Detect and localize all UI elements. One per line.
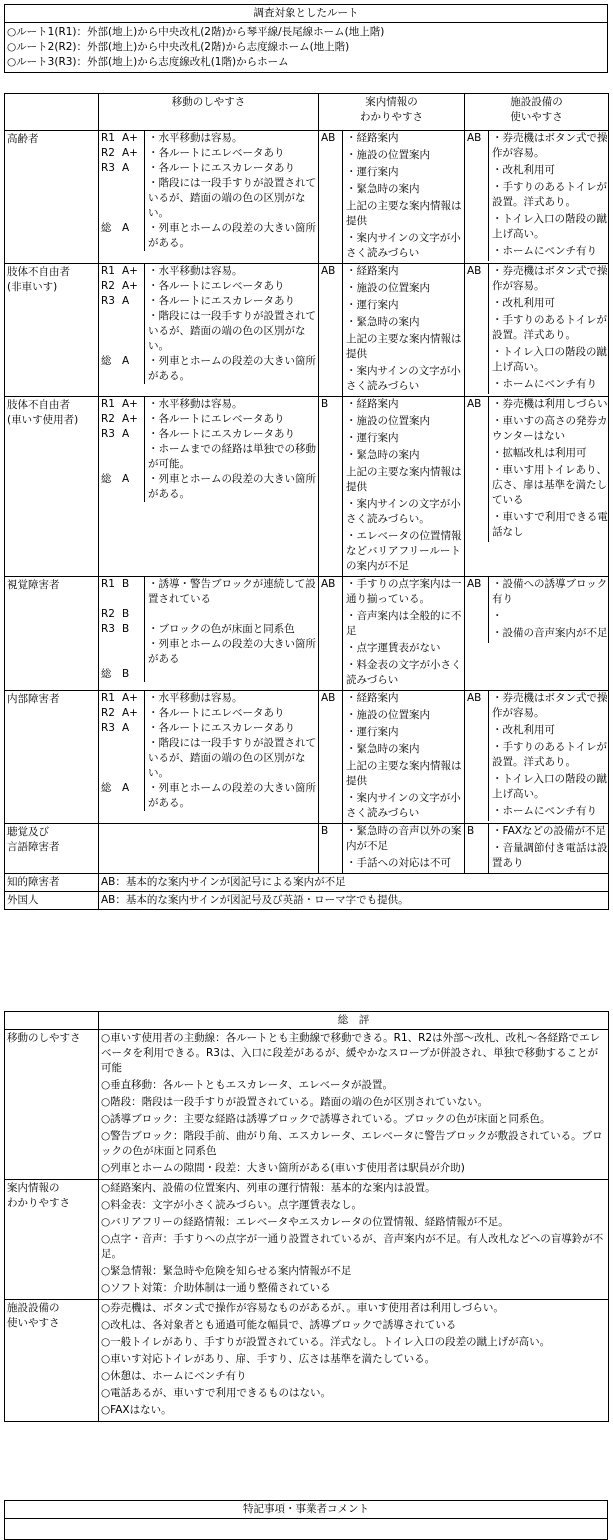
- route-code: [99, 736, 122, 781]
- fac-item: ・車いすの高さの発券カウンターはない: [492, 415, 608, 442]
- mobility-cell: [99, 264, 319, 397]
- mobility-cell: [99, 824, 319, 874]
- facility-cell: [465, 264, 609, 397]
- info-item: ・経路案内: [346, 398, 399, 410]
- route-grade: [122, 309, 144, 354]
- mobility-line: [99, 354, 318, 384]
- eval-row: [5, 577, 609, 691]
- route-grade: A+: [122, 707, 138, 719]
- route-grade: [122, 176, 144, 221]
- info-text: [342, 264, 464, 396]
- fac-wrap: [465, 691, 608, 821]
- info-item: ・緊急時の案内: [346, 743, 420, 755]
- mobility-text: ・各ルートにエレベータあり: [144, 706, 318, 721]
- info-item: ・緊急時の案内: [346, 449, 420, 461]
- mobility-text: ・列車とホームの段差の大きい箇所がある。: [144, 354, 318, 384]
- info-item: ・音声案内は全般的に不足: [346, 610, 462, 637]
- mobility-cell: [99, 397, 319, 577]
- fac-text: [488, 577, 608, 643]
- summary-title: 総 評: [99, 1012, 609, 1030]
- info-item: ・案内サインの文字が小さく読みづらい: [346, 232, 461, 259]
- route-code: R2: [101, 608, 115, 620]
- mobility-line: [99, 176, 318, 221]
- info-item: 上記の主要な案内情報は提供: [346, 200, 462, 227]
- mobility-line: [99, 309, 318, 354]
- fac-text: [488, 691, 608, 821]
- mobility-text: ・ホームまでの経路は単独での移動が可能。: [144, 442, 318, 472]
- mobility-line: [99, 721, 318, 736]
- info-item: ・点字運賃表がない: [346, 642, 441, 654]
- info-text: [342, 131, 464, 263]
- info-item: ・経路案内: [346, 265, 399, 277]
- route-code: 総: [101, 355, 112, 367]
- group-label: 肢体不自由者 (車いす使用者): [5, 397, 99, 577]
- group-label: 外国人: [5, 892, 99, 910]
- route-code: R3: [101, 295, 115, 307]
- route-code: R2: [101, 707, 115, 719]
- info-item: ・運行案内: [346, 166, 399, 178]
- route-code: [99, 309, 122, 354]
- info-item: ・料金表の文字が小さく読みづらい: [346, 659, 462, 686]
- summary-table: [4, 1011, 609, 1422]
- route-grade: A+: [122, 280, 138, 292]
- route-grade: A+: [122, 147, 138, 159]
- mobility-line: [99, 279, 318, 294]
- summary-row: [5, 1300, 609, 1422]
- comments-body: [5, 1519, 608, 1540]
- route-code: R1: [101, 265, 115, 277]
- route-code: R3: [101, 428, 115, 440]
- mobility-line: [99, 412, 318, 427]
- mobility-text: ・階段には一段手すりが設置されているが、踏面の端の色の区別がない。: [144, 309, 318, 354]
- fac-wrap: [465, 131, 608, 261]
- fac-text: [488, 397, 608, 542]
- fac-wrap: [465, 397, 608, 542]
- route-grade: A+: [122, 132, 138, 144]
- mobility-text: ・階段には一段手すりが設置されているが、踏面の端の色の区別がない。: [144, 736, 318, 781]
- eval-wide-row: [5, 874, 609, 892]
- fac-item: ・音量調節付き電話は設置あり: [492, 842, 608, 869]
- mobility-line: [99, 667, 318, 682]
- mobility-line: [99, 442, 318, 472]
- info-wrap: [319, 824, 464, 873]
- info-item: ・運行案内: [346, 726, 399, 738]
- mobility-text: ・水平移動は容易。: [144, 131, 318, 146]
- summary-item: ○経路案内、設備の位置案内、列車の運行情報：基本的な案内は設置。: [101, 1182, 436, 1194]
- fac-text: [488, 131, 608, 261]
- eval-row: [5, 824, 609, 874]
- mobility-text: ・各ルートにエレベータあり: [144, 412, 318, 427]
- fac-item: ・券売機はボタン式で操作が容易。: [492, 132, 608, 159]
- summary-item: ○バリアフリーの経路情報：エレベータやエスカレータの位置情報、経路情報が不足。: [101, 1216, 509, 1228]
- route-grade: A: [122, 222, 130, 234]
- route-code: R2: [101, 413, 115, 425]
- fac-item: ・券売機は利用しづらい: [492, 398, 608, 410]
- info-item: ・緊急時の音声以外の案内が不足: [346, 825, 462, 852]
- summary-row: [5, 1180, 609, 1300]
- fac-wrap: [465, 264, 608, 394]
- info-grade: AB: [321, 692, 336, 704]
- fac-text: [488, 824, 608, 873]
- summary-item: ○警告ブロック：階段手前、曲がり角、エスカレータ、エレベータに警告ブロックが敷設されている。ブロックの色が床面と同系色: [101, 1130, 603, 1157]
- route-code: R1: [101, 398, 115, 410]
- group-label: 肢体不自由者 (非車いす): [5, 264, 99, 397]
- summary-item: ○車いす対応トイレがあり、扉、手すり、広さは基準を満たしている。: [101, 1353, 436, 1365]
- eval-row: [5, 691, 609, 824]
- info-item: 上記の主要な案内情報は提供: [346, 333, 462, 360]
- fac-item: ・改札利用可: [492, 724, 555, 736]
- route-code: R1: [101, 578, 115, 590]
- info-item: ・施設の位置案内: [346, 709, 430, 721]
- fac-item: ・ホームにベンチ有り: [492, 245, 597, 257]
- facility-cell: [465, 577, 609, 691]
- fac-item: ・改札利用可: [492, 164, 555, 176]
- info-text: [342, 824, 464, 873]
- mobility-text: ・各ルートにエスカレータあり: [144, 721, 318, 736]
- fac-grade: AB: [467, 265, 482, 277]
- facility-cell: [465, 397, 609, 577]
- fac-item: ・トイレ入口の階段の蹴上げ高い。: [492, 346, 607, 373]
- eval-row: [5, 264, 609, 397]
- facility-cell: [465, 131, 609, 264]
- summary-label: 案内情報の わかりやすさ: [5, 1180, 99, 1300]
- route-code: 総: [101, 222, 112, 234]
- fac-wrap: [465, 577, 608, 643]
- fac-item: ・拡幅改札は利用可: [492, 447, 587, 459]
- fac-item: ・設備への誘導ブロック有り: [492, 578, 608, 605]
- route-code: 総: [101, 668, 112, 680]
- mobility-line: [99, 622, 318, 637]
- summary-row: [5, 1030, 609, 1180]
- info-item: ・エレベータの位置情報などバリアフリールートの案内が不足: [346, 530, 462, 572]
- summary-label: 施設設備の 使いやすさ: [5, 1300, 99, 1422]
- route-code: R3: [101, 722, 115, 734]
- route-grade: B: [122, 623, 130, 635]
- info-text: [342, 577, 464, 690]
- info-item: ・経路案内: [346, 692, 399, 704]
- group-label: 内部障害者: [5, 691, 99, 824]
- route-line: ○ルート2(R2)：外部(地上)から中央改札(2階)から志度線ホーム(地上階): [7, 41, 350, 53]
- route-line: ○ルート3(R3)：外部(地上)から志度線改札(1階)からホーム: [7, 56, 289, 68]
- route-grade: A: [122, 162, 130, 174]
- summary-item: ○券売機は、ボタン式で操作が容易なものがあるが、。車いす使用者は利用しづらい。: [101, 1302, 504, 1314]
- summary-item: ○料金表：文字が小さく読みづらい。点字運賃表なし。: [101, 1199, 362, 1211]
- route-code: 総: [101, 782, 112, 794]
- summary-item: ○列車とホームの隙間・段差：大きい箇所がある(車いす使用者は駅員が介助): [101, 1162, 465, 1174]
- route-grade: B: [122, 578, 130, 590]
- evaluation-table: [4, 93, 609, 910]
- info-grade: AB: [321, 132, 336, 144]
- summary-item: ○誘導ブロック：主要な経路は誘導ブロックで誘導されている。ブロックの色が床面と同系色。: [101, 1113, 551, 1125]
- route-grade: A: [122, 782, 130, 794]
- fac-item: ・車いすで利用できる電話なし: [492, 511, 608, 538]
- mobility-text: ・列車とホームの段差の大きい箇所がある。: [144, 472, 318, 502]
- info-item: ・手話への対応は不可: [346, 857, 451, 869]
- mobility-text: ・列車とホームの段差の大きい箇所がある。: [144, 781, 318, 811]
- fac-item: ・改札利用可: [492, 297, 555, 309]
- route-grade: [122, 442, 144, 472]
- eval-row: [5, 131, 609, 264]
- info-item: ・施設の位置案内: [346, 415, 430, 427]
- info-item: ・施設の位置案内: [346, 282, 430, 294]
- info-wrap: [319, 691, 464, 823]
- mobility-line: [99, 781, 318, 811]
- route-code: R2: [101, 147, 115, 159]
- route-code: [99, 442, 122, 472]
- info-wrap: [319, 397, 464, 576]
- header-mobility: 移動のしやすさ: [99, 94, 319, 131]
- mobility-line: [99, 427, 318, 442]
- routes-lines: [5, 23, 608, 73]
- summary-item: ○電話あるが、車いすで利用できるものはない。: [101, 1387, 331, 1399]
- summary-label: 移動のしやすさ: [5, 1030, 99, 1180]
- summary-item: ○一般トイレがあり、手すりが設置されている。洋式なし。トイレ入口の段差の蹴上げが高い。: [101, 1336, 551, 1348]
- routes-title: 調査対象としたルート: [5, 5, 608, 23]
- info-item: ・手すりの点字案内は一通り揃っている。: [346, 578, 462, 605]
- eval-wide-row: [5, 892, 609, 910]
- mobility-line: [99, 146, 318, 161]
- mobility-text: ・誘導・警告ブロックが連続して設置されている: [144, 577, 318, 607]
- mobility-line: [99, 131, 318, 146]
- route-code: 総: [101, 473, 112, 485]
- route-grade: A: [122, 722, 130, 734]
- header-info: 案内情報の わかりやすさ: [319, 94, 465, 131]
- route-grade: [122, 736, 144, 781]
- fac-item: ・ホームにベンチ有り: [492, 378, 597, 390]
- fac-item: ・券売機はボタン式で操作が容易。: [492, 692, 608, 719]
- info-item: 上記の主要な案内情報は提供: [346, 760, 462, 787]
- facility-cell: [465, 824, 609, 874]
- fac-grade: AB: [467, 578, 482, 590]
- info-wrap: [319, 264, 464, 396]
- eval-row: [5, 397, 609, 577]
- group-label: 知的障害者: [5, 874, 99, 892]
- mobility-line: [99, 706, 318, 721]
- info-cell: [319, 824, 465, 874]
- fac-item: ・設備の音声案内が不足: [492, 627, 608, 639]
- comments-table: [4, 1500, 608, 1540]
- mobility-cell: [99, 131, 319, 264]
- info-item: 上記の主要な案内情報は提供: [346, 466, 462, 493]
- mobility-text: ・各ルートにエレベータあり: [144, 279, 318, 294]
- fac-item: ・手すりのあるトイレが設置。洋式あり。: [492, 314, 607, 341]
- mobility-text: ・水平移動は容易。: [144, 264, 318, 279]
- route-code: [99, 637, 122, 667]
- mobility-text: ・各ルートにエスカレータあり: [144, 161, 318, 176]
- fac-item: ・ホームにベンチ有り: [492, 805, 597, 817]
- mobility-text: ・各ルートにエスカレータあり: [144, 427, 318, 442]
- mobility-cell: [99, 577, 319, 691]
- fac-grade: AB: [467, 398, 482, 410]
- mobility-line: [99, 161, 318, 176]
- summary-item: ○FAXはない。: [101, 1404, 172, 1416]
- route-grade: A+: [122, 398, 138, 410]
- fac-item: ・トイレ入口の階段の蹴上げ高い。: [492, 773, 607, 800]
- group-label: 高齢者: [5, 131, 99, 264]
- mobility-line: [99, 607, 318, 622]
- mobility-line: [99, 637, 318, 667]
- mobility-text: ・水平移動は容易。: [144, 397, 318, 412]
- summary-item: ○改札は、各対象者とも通過可能な幅員で、誘導ブロックで誘導されている: [101, 1319, 457, 1331]
- summary-item: ○ソフト対策：介助体制は一通り整備されている: [101, 1282, 331, 1294]
- summary-item: ○緊急情報：緊急時や危険を知らせる案内情報が不足: [101, 1265, 352, 1277]
- fac-wrap: [465, 824, 608, 873]
- fac-item: ・FAXなどの設備が不足: [492, 825, 606, 837]
- info-grade: AB: [321, 265, 336, 277]
- mobility-line: [99, 264, 318, 279]
- mobility-line: [99, 472, 318, 502]
- info-cell: [319, 131, 465, 264]
- route-grade: A+: [122, 265, 138, 277]
- fac-item: ・券売機はボタン式で操作が容易。: [492, 265, 608, 292]
- info-item: ・案内サインの文字が小さく読みづらい: [346, 365, 461, 392]
- mobility-text: ・列車とホームの段差の大きい箇所がある: [144, 637, 318, 667]
- fac-item: ・: [492, 610, 503, 622]
- fac-item: ・手すりのあるトイレが設置。洋式あり。: [492, 741, 607, 768]
- group-label: 聴覚及び 言語障害者: [5, 824, 99, 874]
- fac-grade: AB: [467, 692, 482, 704]
- mobility-line: [99, 221, 318, 251]
- comments-title: 特記事項・事業者コメント: [5, 1501, 608, 1519]
- route-grade: A: [122, 428, 130, 440]
- mobility-line: [99, 294, 318, 309]
- route-grade: [122, 637, 144, 667]
- route-grade: A: [122, 473, 130, 485]
- route-grade: A+: [122, 413, 138, 425]
- fac-text: [488, 264, 608, 394]
- summary-item: ○点字・音声：手すりへの点字が一通り設置されているが、音声案内が不足。有人改札などへの盲導鈴が不足。: [101, 1233, 604, 1260]
- route-code: [99, 176, 122, 221]
- info-cell: [319, 577, 465, 691]
- route-code: R3: [101, 162, 115, 174]
- summary-item: ○車いす使用者の主動線：各ルートとも主動線で移動できる。R1、R2は外部～改札、改札～各経路でエレベータを利用できる。R3は、入口に段差があるが、緩やかなスロープが併設され、単独で移動することが可能: [101, 1032, 601, 1074]
- info-cell: [319, 397, 465, 577]
- route-line: ○ルート1(R1)：外部(地上)から中央改札(2階)から琴平線/長尾線ホーム(地上階): [7, 26, 385, 38]
- summary-items: [99, 1300, 609, 1422]
- info-item: ・緊急時の案内: [346, 316, 420, 328]
- summary-item: ○垂直移動：各ルートともエスカレータ、エレベータが設置。: [101, 1079, 394, 1091]
- mobility-text: ・列車とホームの段差の大きい箇所がある。: [144, 221, 318, 251]
- info-grade: AB: [321, 578, 336, 590]
- header-blank: [5, 94, 99, 131]
- info-item: ・案内サインの文字が小さく読みづらい: [346, 792, 461, 819]
- mobility-text: ・階段には一段手すりが設置されているが、踏面の端の色の区別がない。: [144, 176, 318, 221]
- mobility-text: [144, 607, 318, 622]
- mobility-text: ・各ルートにエレベータあり: [144, 146, 318, 161]
- mobility-line: [99, 577, 318, 607]
- fac-item: ・トイレ入口の階段の蹴上げ高い。: [492, 213, 607, 240]
- info-cell: [319, 264, 465, 397]
- route-code: R2: [101, 280, 115, 292]
- summary-blank: [5, 1012, 99, 1030]
- info-text: [342, 691, 464, 823]
- route-grade: B: [122, 668, 130, 680]
- fac-item: ・手すりのあるトイレが設置。洋式あり。: [492, 181, 607, 208]
- summary-item: ○階段：階段は一段手すりが設置されている。踏面の端の色が区別されていない。: [101, 1096, 489, 1108]
- mobility-text: ・ブロックの色が床面と同系色: [144, 622, 318, 637]
- route-code: R1: [101, 132, 115, 144]
- info-wrap: [319, 577, 464, 690]
- route-grade: A: [122, 355, 130, 367]
- route-grade: A: [122, 295, 130, 307]
- mobility-line: [99, 736, 318, 781]
- fac-grade: AB: [467, 132, 482, 144]
- info-item: ・運行案内: [346, 299, 399, 311]
- info-grade: B: [321, 825, 329, 837]
- mobility-text: [144, 667, 318, 682]
- mobility-text: ・各ルートにエスカレータあり: [144, 294, 318, 309]
- route-code: R3: [101, 623, 115, 635]
- info-item: ・緊急時の案内: [346, 183, 420, 195]
- summary-item: ○休憩は、ホームにベンチ有り: [101, 1370, 247, 1382]
- route-grade: A+: [122, 692, 138, 704]
- fac-item: ・車いす用トイレあり、広さ、扉は基準を満たしている: [492, 464, 608, 506]
- header-facility: 施設設備の 使いやすさ: [465, 94, 609, 131]
- facility-cell: [465, 691, 609, 824]
- info-cell: [319, 691, 465, 824]
- info-item: ・施設の位置案内: [346, 149, 430, 161]
- info-item: ・運行案内: [346, 432, 399, 444]
- route-grade: B: [122, 608, 130, 620]
- mobility-cell: [99, 691, 319, 824]
- info-item: ・案内サインの文字が小さく読みづらい。: [346, 498, 461, 525]
- summary-items: [99, 1030, 609, 1180]
- info-item: ・経路案内: [346, 132, 399, 144]
- wide-text: AB：基本的な案内サインが図記号による案内が不足: [99, 874, 609, 892]
- info-wrap: [319, 131, 464, 263]
- mobility-line: [99, 397, 318, 412]
- info-text: [342, 397, 464, 576]
- info-grade: B: [321, 398, 329, 410]
- mobility-text: ・水平移動は容易。: [144, 691, 318, 706]
- mobility-line: [99, 691, 318, 706]
- group-label: 視覚障害者: [5, 577, 99, 691]
- routes-table: [4, 4, 608, 73]
- route-code: R1: [101, 692, 115, 704]
- wide-text: AB：基本的な案内サインが図記号及び英語・ローマ字でも提供。: [99, 892, 609, 910]
- summary-items: [99, 1180, 609, 1300]
- fac-grade: B: [467, 825, 475, 837]
